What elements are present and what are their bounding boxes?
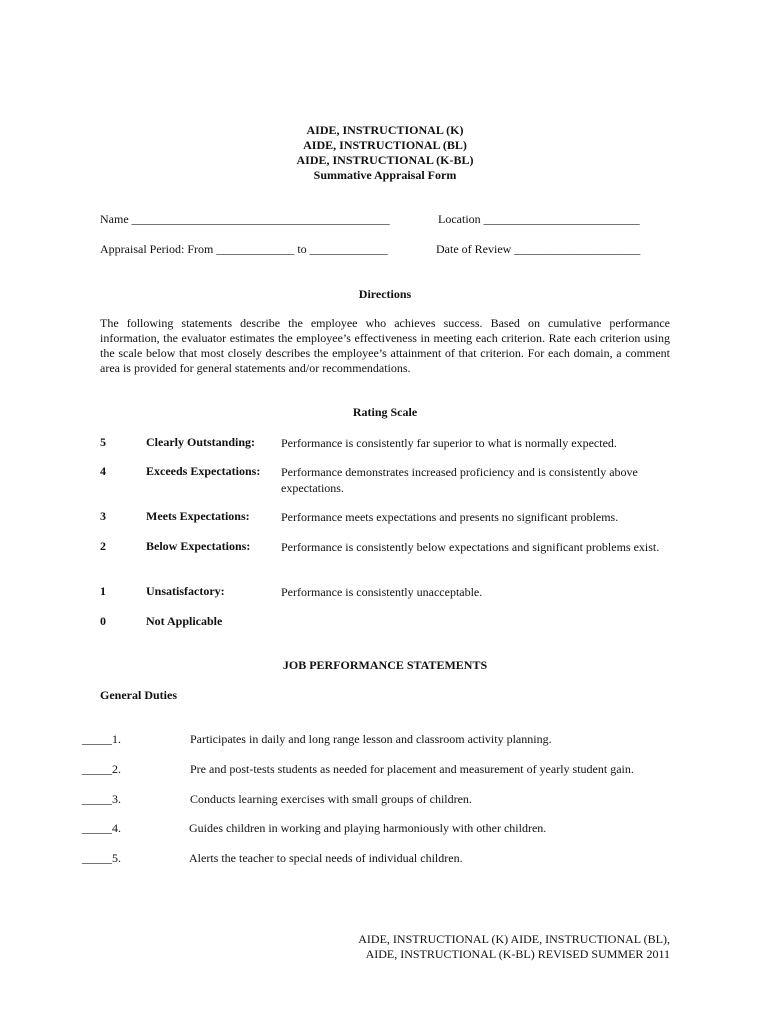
- appraisal-period-field[interactable]: Appraisal Period: From _____________ to _____________: [100, 242, 388, 256]
- general-duties-heading: General Duties: [100, 688, 177, 702]
- scale-label: Unsatisfactory:: [146, 584, 225, 598]
- rating-scale-title: Rating Scale: [352, 405, 418, 419]
- scale-number: 2: [100, 539, 106, 553]
- scale-description: Performance demonstrates increased proficiency and is consistently above expectations.: [281, 465, 638, 495]
- scale-description: Performance is consistently unacceptable.: [281, 585, 483, 599]
- scale-number: 0: [100, 614, 106, 628]
- title-line-3: AIDE, INSTRUCTIONAL (K-BL): [296, 153, 474, 167]
- duty-rating-blank[interactable]: _____5.: [82, 851, 121, 865]
- scale-label: Meets Expectations:: [146, 509, 250, 523]
- duty-rating-blank[interactable]: _____3.: [82, 792, 121, 806]
- scale-description: Performance is consistently far superior to what is normally expected.: [281, 436, 617, 450]
- duty-text: Alerts the teacher to special needs of individual children.: [189, 851, 463, 865]
- directions-title: Directions: [358, 287, 412, 301]
- location-field[interactable]: Location __________________________: [438, 212, 640, 226]
- job-performance-title: JOB PERFORMANCE STATEMENTS: [282, 658, 488, 672]
- duty-rating-blank[interactable]: _____4.: [82, 821, 121, 835]
- title-line-1: AIDE, INSTRUCTIONAL (K): [306, 123, 464, 137]
- duty-text: Conducts learning exercises with small groups of children.: [190, 792, 472, 806]
- scale-number: 3: [100, 509, 106, 523]
- name-field[interactable]: Name ___________________________________________: [100, 212, 390, 226]
- scale-number: 5: [100, 435, 106, 449]
- duty-text: Pre and post-tests students as needed for placement and measurement of yearly student gain.: [190, 762, 634, 776]
- scale-description: Performance is consistently below expectations and significant problems exist.: [281, 540, 660, 554]
- directions-text: The following statements describe the employee who achieves success. Based on cumulative performance information, the evaluator estimates the employee’s effectiveness in meeting each criterion. Rate each criterion using the scale below that most closely describes the employee’s attainment of that criterion. For each domain, a comment area is provided for general statements and/or recommendations.: [100, 316, 670, 375]
- duty-rating-blank[interactable]: _____2.: [82, 762, 121, 776]
- scale-label: Clearly Outstanding:: [146, 435, 256, 449]
- scale-number: 1: [100, 584, 106, 598]
- scale-description: Performance meets expectations and presents no significant problems.: [281, 510, 619, 524]
- duty-text: Guides children in working and playing harmoniously with other children.: [189, 821, 547, 835]
- scale-label: Not Applicable: [146, 614, 223, 628]
- duty-rating-blank[interactable]: _____1.: [82, 732, 121, 746]
- scale-label: Below Expectations:: [146, 539, 251, 553]
- duty-text: Participates in daily and long range lesson and classroom activity planning.: [190, 732, 552, 746]
- footer-line-2: AIDE, INSTRUCTIONAL (K-BL) REVISED SUMMER 2011: [365, 947, 670, 961]
- footer-line-1: AIDE, INSTRUCTIONAL (K) AIDE, INSTRUCTIONAL (BL),: [358, 932, 670, 946]
- scale-number: 4: [100, 464, 106, 478]
- date-of-review-field[interactable]: Date of Review _____________________: [436, 242, 641, 256]
- page-footer: [358, 932, 670, 962]
- scale-label: Exceeds Expectations:: [146, 464, 261, 478]
- form-title-block: [0, 123, 770, 183]
- title-line-2: AIDE, INSTRUCTIONAL (BL): [303, 138, 467, 152]
- title-line-4: Summative Appraisal Form: [313, 168, 457, 182]
